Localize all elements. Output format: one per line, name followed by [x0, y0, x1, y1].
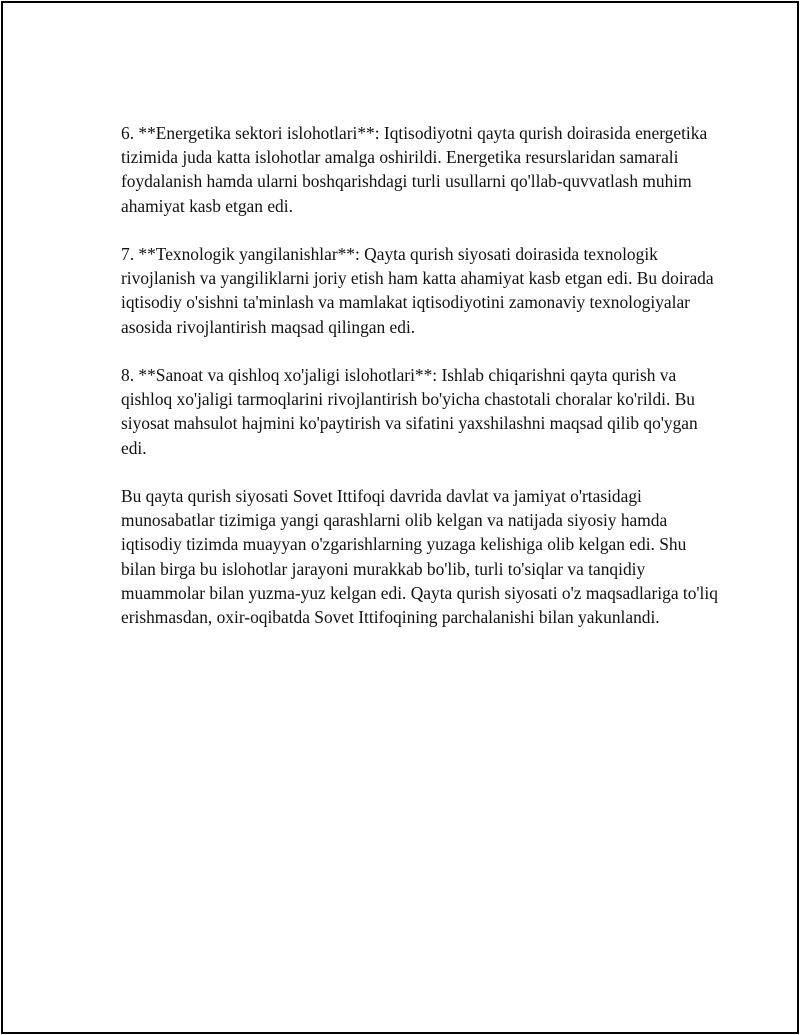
paragraph-conclusion: Bu qayta qurish siyosati Sovet Ittifoqi davrida davlat va jamiyat o'rtasidagi munosabatlar tizimiga yangi qarashlarni olib kelgan va natijada siyosiy hamda iqtisodiy tizimda muayyan o'zgarishlarning yuzaga kelishiga olib kelgan edi. Shu bilan birga bu islohotlar jarayoni murakkab bo'lib, turli to'siqlar va tanqidiy muammolar bilan yuzma-yuz kelgan edi. Qayta qurish siyosati o'z maqsadlariga to'liq erishmasdan, oxir-oqibatda Sovet Ittifoqining parchalanishi bilan yakunlandi. — [121, 486, 718, 628]
paragraph-texnologik: 7. **Texnologik yangilanishlar**: Qayta qurish siyosati doirasida texnologik rivojlanish va yangiliklarni joriy etish ham katta ahamiyat kasb etgan edi. Bu doirada iqtisodiy o'sishni ta'minlash va mamlakat iqtisodiyotini zamonaviy texnologiyalar asosida rivojlantirish maqsad qilingan edi. — [121, 244, 714, 337]
document-body — [121, 121, 721, 653]
paragraph-energetika: 6. **Energetika sektori islohotlari**: Iqtisodiyotni qayta qurish doirasida energetika tizimida juda katta islohotlar amalga oshirildi. Energetika resurslaridan samarali foydalanish hamda ularni boshqarishdagi turli usullarni qo'llab-quvvatlash muhim ahamiyat kasb etgan edi. — [121, 123, 708, 216]
page-frame — [1, 1, 799, 1034]
paragraph-sanoat: 8. **Sanoat va qishloq xo'jaligi islohotlari**: Ishlab chiqarishni qayta qurish va qishloq xo'jaligi tarmoqlarini rivojlantirish bo'yicha chastotali choralar ko'rildi. Bu siyosat mahsulot hajmini ko'paytirish va sifatini yaxshilashni maqsad qilib qo'ygan edi. — [121, 365, 698, 458]
